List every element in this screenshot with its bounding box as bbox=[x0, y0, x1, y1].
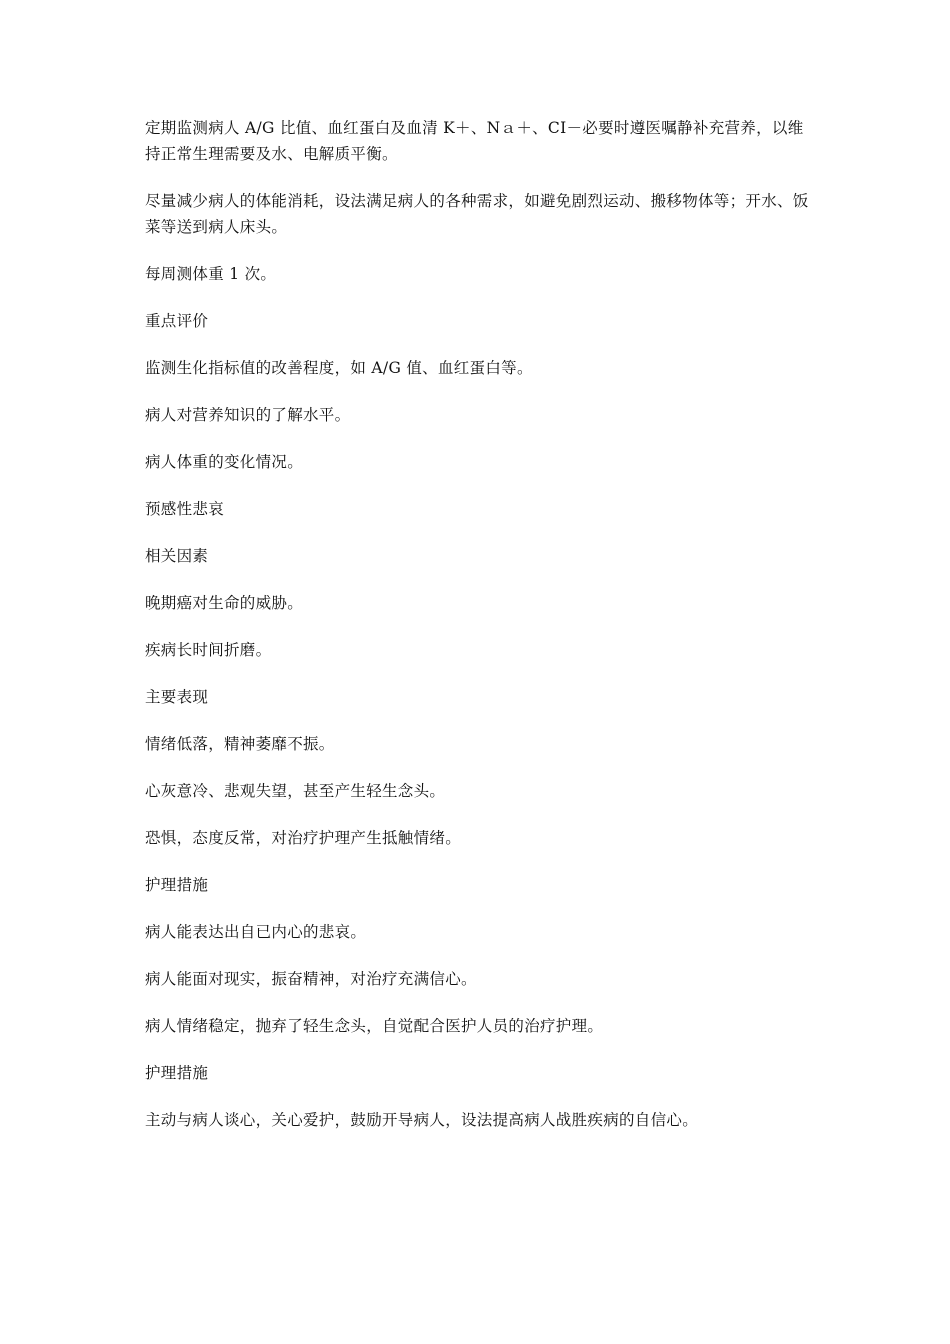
heading-nursing-measures-1: 护理措施 bbox=[145, 876, 209, 894]
paragraph-biochem-indicators: 监测生化指标值的改善程度，如 A/G 值、血红蛋白等。 bbox=[145, 359, 533, 377]
document-body bbox=[145, 115, 810, 1154]
paragraph-despair: 心灰意冷、悲观失望，甚至产生轻生念头。 bbox=[145, 782, 446, 800]
heading-main-manifestations: 主要表现 bbox=[145, 688, 209, 706]
paragraph-low-mood: 情绪低落，精神萎靡不振。 bbox=[145, 735, 335, 753]
paragraph-weight-change: 病人体重的变化情况。 bbox=[145, 453, 304, 471]
heading-anticipatory-grief: 预感性悲哀 bbox=[145, 500, 225, 518]
paragraph-face-reality: 病人能面对现实，振奋精神，对治疗充满信心。 bbox=[145, 970, 477, 988]
paragraph-stable-emotion: 病人情绪稳定，抛弃了轻生念头，自觉配合医护人员的治疗护理。 bbox=[145, 1017, 604, 1035]
paragraph-fear: 恐惧，态度反常，对治疗护理产生抵触情绪。 bbox=[145, 829, 462, 847]
paragraph-long-illness: 疾病长时间折磨。 bbox=[145, 641, 272, 659]
paragraph-reduce-energy: 尽量减少病人的体能消耗，设法满足病人的各种需求，如避免剧烈运动、搬移物体等；开水、饭菜等送到病人床头。 bbox=[145, 192, 809, 236]
heading-related-factors: 相关因素 bbox=[145, 547, 209, 565]
paragraph-express-grief: 病人能表达出自已内心的悲哀。 bbox=[145, 923, 367, 941]
paragraph-talk-with-patient: 主动与病人谈心，关心爱护，鼓励开导病人，设法提高病人战胜疾病的自信心。 bbox=[145, 1111, 699, 1129]
heading-key-evaluation: 重点评价 bbox=[145, 312, 209, 330]
heading-nursing-measures-2: 护理措施 bbox=[145, 1064, 209, 1082]
paragraph-nutrition-knowledge: 病人对营养知识的了解水平。 bbox=[145, 406, 351, 424]
paragraph-monitoring: 定期监测病人 A/G 比值、血红蛋白及血清 K＋、Nａ＋、CI－必要时遵医嘱静补充营养，以维持正常生理需要及水、电解质平衡。 bbox=[145, 119, 804, 163]
paragraph-weigh-weekly: 每周测体重 1 次。 bbox=[145, 265, 277, 283]
paragraph-cancer-threat: 晚期癌对生命的威胁。 bbox=[145, 594, 304, 612]
